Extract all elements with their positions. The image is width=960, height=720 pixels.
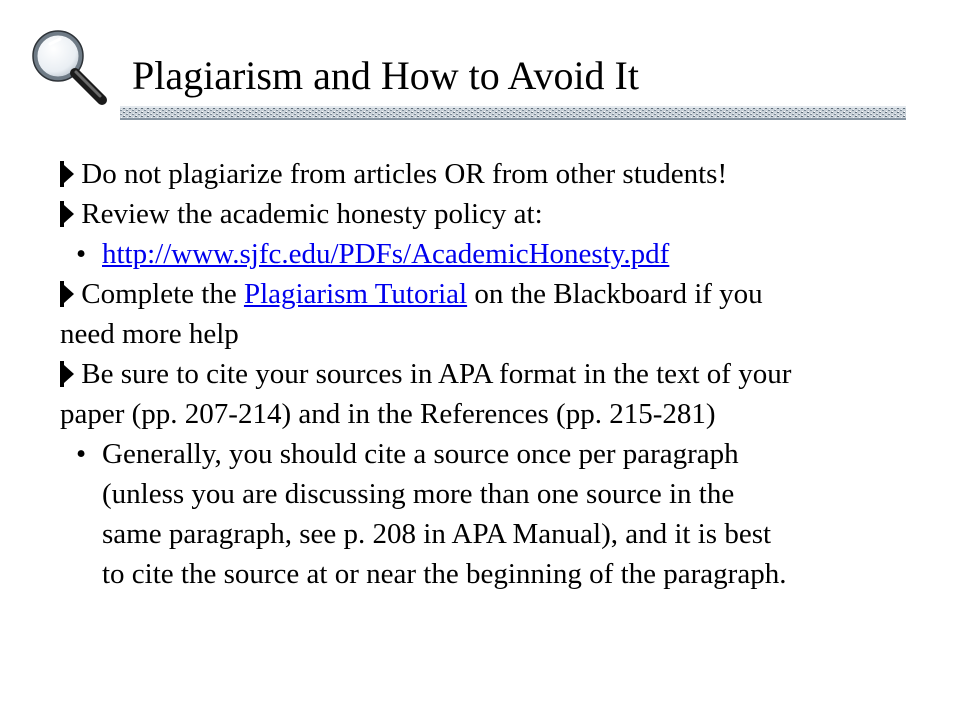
- list-item-text-prefix: Complete the: [81, 278, 244, 310]
- title-underline-divider: [120, 106, 906, 120]
- list-item: [52, 154, 932, 194]
- sub-list-item-text: to cite the source at or near the beginning of the paragraph.: [102, 558, 787, 590]
- list-item-text: paper (pp. 207-214) and in the References (pp. 215-281): [60, 398, 716, 430]
- list-item-continuation: [52, 314, 932, 354]
- dot-bullet: •: [76, 438, 87, 470]
- sub-list-item: [52, 434, 932, 474]
- list-item-text: Do not plagiarize from articles OR from other students!: [81, 158, 728, 190]
- magnifying-glass-icon: [28, 26, 114, 112]
- dot-bullet: •: [76, 238, 87, 270]
- list-item-text: Be sure to cite your sources in APA format in the text of your: [81, 358, 792, 390]
- bullet-list: [52, 154, 932, 594]
- list-item: [52, 194, 932, 234]
- list-item-text-suffix: on the Blackboard if you: [467, 278, 763, 310]
- sub-list-item-text: same paragraph, see p. 208 in APA Manual), and it is best: [102, 518, 772, 550]
- page-title: Plagiarism and How to Avoid It: [132, 53, 639, 98]
- arrow-bullet-icon: [64, 205, 74, 223]
- list-item: [52, 354, 932, 394]
- plagiarism-tutorial-link[interactable]: Plagiarism Tutorial: [243, 278, 468, 310]
- list-item-continuation: [52, 394, 932, 434]
- list-item-text: Review the academic honesty policy at:: [81, 198, 543, 230]
- sub-list-item-text: Generally, you should cite a source once per paragraph: [102, 438, 739, 470]
- sub-list-item-text: (unless you are discussing more than one source in the: [102, 478, 735, 510]
- sub-list-item-continuation: [52, 514, 932, 554]
- sub-list-item: [52, 234, 932, 274]
- sub-list-item-continuation: [52, 554, 932, 594]
- list-item: [52, 274, 932, 314]
- arrow-bullet-icon: [64, 165, 74, 183]
- arrow-bullet-icon: [64, 365, 74, 383]
- arrow-bullet-icon: [64, 285, 74, 303]
- sub-list-item-continuation: [52, 474, 932, 514]
- academic-honesty-policy-link[interactable]: http://www.sjfc.edu/PDFs/AcademicHonesty.pdf: [102, 238, 670, 270]
- list-item-text: need more help: [60, 318, 239, 350]
